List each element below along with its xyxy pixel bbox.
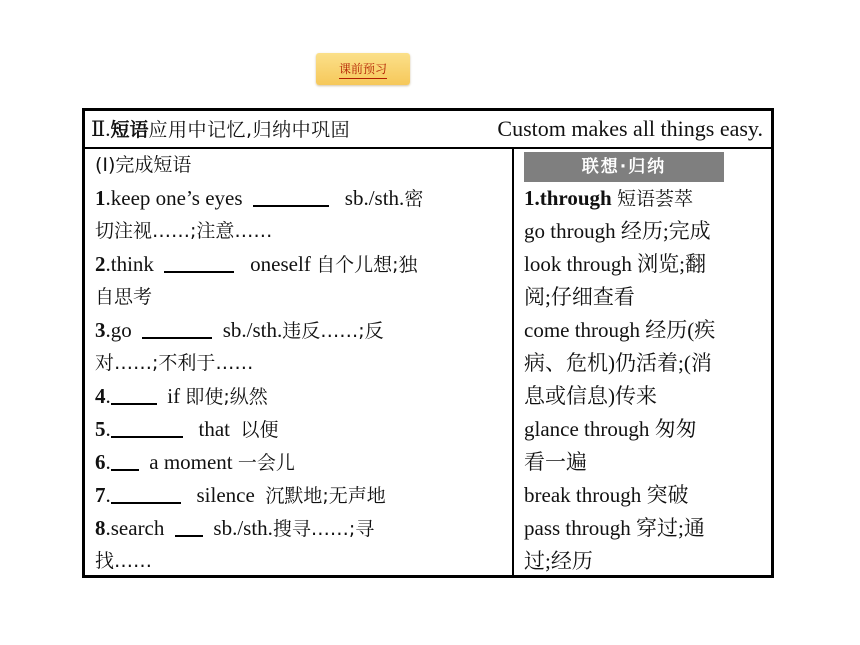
answer-blank[interactable]: [175, 515, 203, 537]
summary-line: go through 经历;完成: [524, 219, 711, 243]
summary-badge: 联想·归纳: [524, 152, 724, 182]
answer-blank[interactable]: [111, 449, 139, 471]
summary-line: 阅;仔细查看: [524, 285, 635, 309]
list-item: 4. if 即使;纵然: [95, 384, 268, 408]
answer-blank[interactable]: [164, 251, 234, 273]
left-column: [95, 149, 505, 578]
list-item: 7. silence 沉默地;无声地: [95, 483, 386, 507]
phrase-table: [82, 108, 774, 578]
preview-tag[interactable]: [316, 53, 410, 85]
answer-blank[interactable]: [142, 317, 212, 339]
list-item: 3.go sb./sth.违反……;反: [95, 318, 384, 342]
list-item: 8.search sb./sth.搜寻……;寻: [95, 516, 375, 540]
column-divider: [512, 147, 514, 575]
summary-line: 看一遍: [524, 450, 587, 474]
table-header: [85, 111, 771, 149]
answer-blank[interactable]: [111, 482, 181, 504]
answer-blank[interactable]: [111, 416, 183, 438]
summary-line: 息或信息)传来: [524, 384, 657, 408]
summary-line: break through 突破: [524, 483, 689, 507]
header-motto: Custom makes all things easy.: [497, 116, 763, 141]
preview-tag-label: 课前预习: [339, 60, 387, 79]
answer-blank[interactable]: [253, 185, 329, 207]
summary-line: look through 浏览;翻: [524, 252, 706, 276]
header-bold: 短语: [110, 119, 149, 141]
section-title: (Ⅰ)完成短语: [95, 154, 192, 176]
summary-line: 病、危机)仍活着;(消: [524, 351, 712, 375]
list-item-continued: 自思考: [95, 286, 153, 308]
header-numeral: Ⅱ.: [91, 117, 111, 141]
summary-line: pass through 穿过;通: [524, 516, 705, 540]
list-item: 2.think oneself 自个儿想;独: [95, 252, 418, 276]
list-item: 5. that 以便: [95, 417, 279, 441]
summary-line: glance through 匆匆: [524, 417, 697, 441]
answer-blank[interactable]: [111, 383, 157, 405]
header-title: 应用中记忆,归纳中巩固: [148, 119, 351, 141]
list-item-continued: 切注视……;注意……: [95, 220, 273, 242]
summary-line: come through 经历(疾: [524, 318, 716, 342]
list-item-continued: 对……;不利于……: [95, 352, 254, 374]
summary-title: 1.through 短语荟萃: [524, 186, 693, 210]
list-item: 1.keep one’s eyes sb./sth.密: [95, 186, 424, 210]
list-item: 6. a moment 一会儿: [95, 450, 295, 474]
summary-line: 过;经历: [524, 549, 593, 573]
right-column: [524, 149, 769, 578]
list-item-continued: 找……: [95, 550, 153, 572]
